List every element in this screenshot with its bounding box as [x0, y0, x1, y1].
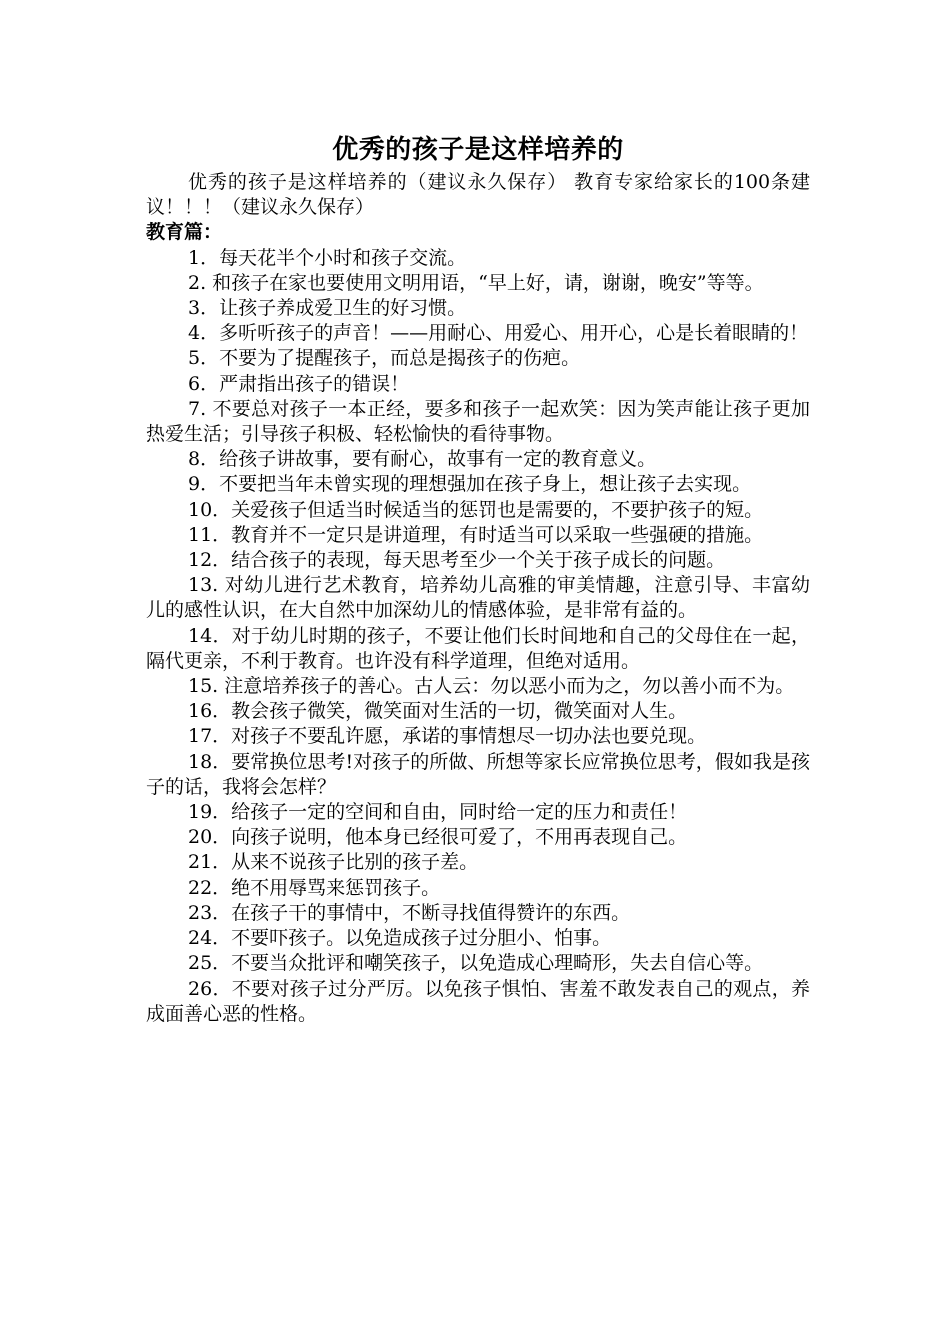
list-item: 22．绝不用辱骂来惩罚孩子。: [188, 876, 441, 899]
list-item: 17．对孩子不要乱许愿，承诺的事情想尽一切办法也要兑现。: [188, 725, 707, 748]
list-item: 10．关爱孩子但适当时候适当的惩罚也是需要的，不要护孩子的短。: [188, 498, 764, 521]
list-item: 3．让孩子养成爱卫生的好习惯。: [188, 297, 467, 320]
advice-list: [146, 246, 810, 1027]
list-item: 6．严肃指出孩子的错误！: [188, 372, 410, 395]
list-item: 21．从来不说孩子比别的孩子差。: [188, 851, 479, 874]
list-item: 2. 和孩子在家也要使用文明用语，“早上好，请，谢谢，晚安”等等。: [188, 271, 764, 294]
document-body: [146, 132, 810, 1027]
section-heading: 教育篇：: [146, 221, 223, 244]
list-item: 24．不要吓孩子。以免造成孩子过分胆小、怕事。: [188, 927, 612, 950]
list-item: 8．给孩子讲故事，要有耐心，故事有一定的教育意义。: [188, 448, 657, 471]
list-item: 4．多听听孩子的声音！——用耐心、用爱心、用开心，心是长着眼睛的！: [188, 322, 809, 345]
list-item: 18．要常换位思考!对孩子的所做、所想等家长应常换位思考，假如我是孩子的话，我将会怎样？: [146, 750, 810, 798]
list-item: 20．向孩子说明，他本身已经很可爱了，不用再表现自己。: [188, 826, 688, 849]
list-item: 13. 对幼儿进行艺术教育，培养幼儿高雅的审美情趣，注意引导、丰富幼儿的感性认识，在大自然中加深幼儿的情感体验，是非常有益的。: [146, 574, 810, 622]
list-item: 9．不要把当年未曾实现的理想强加在孩子身上，想让孩子去实现。: [188, 473, 752, 496]
list-item: 7. 不要总对孩子一本正经，要多和孩子一起欢笑：因为笑声能让孩子更加热爱生活；引导孩子积极、轻松愉快的看待事物。: [146, 397, 810, 446]
list-item: 23．在孩子干的事情中，不断寻找值得赞许的东西。: [188, 901, 631, 924]
list-item: 15. 注意培养孩子的善心。古人云：勿以恶小而为之，勿以善小而不为。: [188, 675, 795, 698]
list-item: 16．教会孩子微笑，微笑面对生活的一切，微笑面对人生。: [188, 700, 688, 723]
list-item: 12．结合孩子的表现，每天思考至少一个关于孩子成长的问题。: [188, 549, 726, 572]
document-title: 优秀的孩子是这样培养的: [332, 135, 624, 165]
list-item: 1．每天花半个小时和孩子交流。: [188, 246, 467, 269]
list-item: 26．不要对孩子过分严厉。以免孩子惧怕、害羞不敢发表自己的观点，养成面善心恶的性格。: [146, 977, 810, 1025]
list-item: 11．教育并不一定只是讲道理，有时适当可以采取一些强硬的措施。: [188, 523, 764, 546]
list-item: 25．不要当众批评和嘲笑孩子，以免造成心理畸形，失去自信心等。: [188, 952, 764, 975]
list-item: 14．对于幼儿时期的孩子，不要让他们长时间地和自己的父母住在一起，隔代更亲，不利于教育。也许没有科学道理，但绝对适用。: [146, 624, 810, 672]
list-item: 5．不要为了提醒孩子，而总是揭孩子的伤疤。: [188, 347, 581, 370]
intro-paragraph: 优秀的孩子是这样培养的（建议永久保存） 教育专家给家长的100条建议！！！（建议永久保存）: [146, 171, 810, 219]
list-item: 19．给孩子一定的空间和自由，同时给一定的压力和责任！: [188, 801, 688, 824]
